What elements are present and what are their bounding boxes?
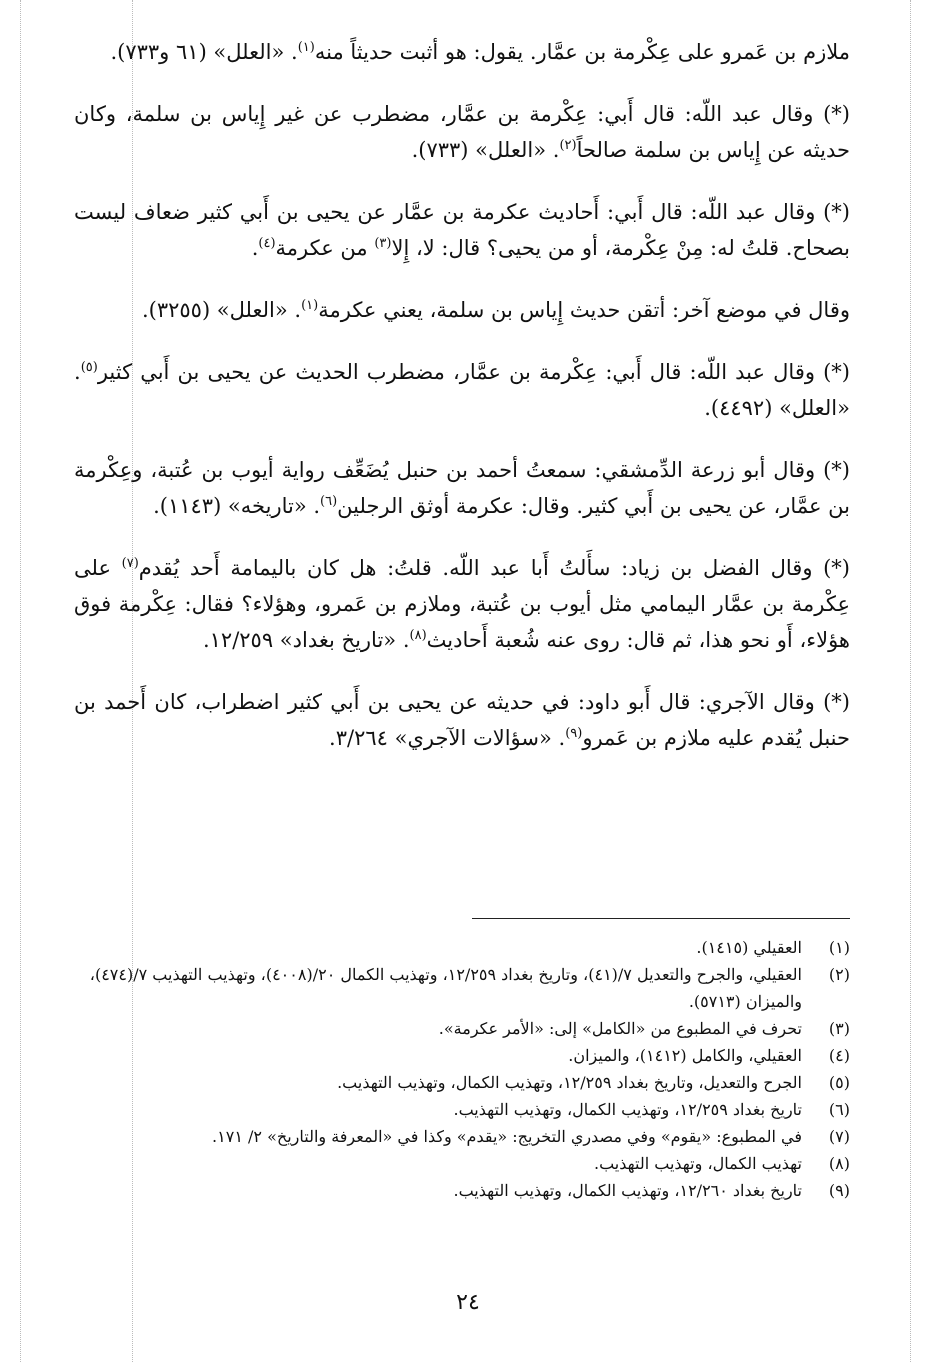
margin-dotted-line: [910, 0, 911, 1362]
footnote: (٣) تحرف في المطبوع من «الكامل» إلى: «الأمر عكرمة».: [438, 1019, 850, 1038]
paragraph: (*) وقال عبد اللّه: قال أَبي: عِكْرمة بن عمَّار، مضطرب عن غير إِياس بن سلمة، وكان حديثه عن إِياس بن سلمة صالحاً$^{(٢)}$. «العلل» (٧٣٣).: [74, 102, 850, 162]
footnote: (٦) تاريخ بغداد ١٢/٢٥٩، وتهذيب الكمال، وتهذيب التهذيب.: [453, 1100, 850, 1119]
paragraph: وقال في موضع آخر: أتقن حديث إِياس بن سلمة، يعني عكرمة$^{(١)}$. «العلل» (٣٢٥٥).: [141, 298, 850, 322]
footnotes: [80, 934, 850, 1204]
footnote: (٤) العقيلي، والكامل (١٤١٢)، والميزان.: [568, 1046, 850, 1065]
footnote: (١) العقيلي (١٤١٥).: [696, 938, 850, 957]
paragraph: (*) وقال عبد اللّه: قال أَبي: أَحاديث عكرمة بن عمَّار عن يحيى بن أَبي كثير ضعاف ليست بصحاح. قلتُ له: مِنْ عِكْرمة، أو من يحيى؟ قال: لا، إِلا$^{(٣)}$ من عكرمة$^{(٤)}$.: [74, 200, 850, 260]
margin-dotted-line: [20, 0, 21, 1362]
footnote: (٥) الجرح والتعديل، وتاريخ بغداد ١٢/٢٥٩، وتهذيب الكمال، وتهذيب التهذيب.: [337, 1073, 850, 1092]
main-text: [74, 34, 850, 782]
paragraph: (*) وقال عبد اللّه: قال أَبي: عِكْرمة بن عمَّار، مضطرب الحديث عن يحيى بن أَبي كثير$^{(٥)}$. «العلل» (٤٤٩٢).: [74, 360, 850, 420]
footnote: (٧) في المطبوع: «يقوم» وفي مصدري التخريج: «يقدم» وكذا في «المعرفة والتاريخ» ٢/ ١٧١.: [212, 1127, 850, 1146]
footnote: (٢) العقيلي، والجرح والتعديل ٧/(٤١)، وتاريخ بغداد ١٢/٢٥٩، وتهذيب الكمال ٢٠/(٤٠٠٨)، وتهذيب التهذيب ٧/(٤٧٤)، والميزان (٥٧١٣).: [89, 965, 850, 1011]
page-number: ٢٤: [456, 1290, 480, 1315]
footnote-divider: [472, 918, 850, 919]
footnote: (٨) تهذيب الكمال، وتهذيب التهذيب.: [593, 1154, 850, 1173]
footnote: (٩) تاريخ بغداد ١٢/٢٦٠، وتهذيب الكمال، وتهذيب التهذيب.: [453, 1181, 850, 1200]
paragraph: ملازم بن عَمرو على عِكْرمة بن عمَّار. يقول: هو أثبت حديثاً منه$^{(١)}$. «العلل» (٦١ و٧٣٣).: [110, 40, 850, 64]
paragraph: (*) وقال الفضل بن زياد: سأَلتُ أَبا عبد اللّه. قلتُ: هل كان باليمامة أَحد يُقدم$^{(٧)}$ على عِكْرمة بن عمَّار اليمامي مثل أيوب بن عُتبة، وملازم بن عَمرو، وهؤلاء؟ فقال: عِكْرمة فوق هؤلاء، أَو نحو هذا، ثم قال: روى عنه شُعبة أَحاديث$^{(٨)}$. «تاريخ بغداد» ١٢/٢٥٩.: [74, 556, 850, 652]
paragraph: (*) وقال أبو زرعة الدِّمشقي: سمعتُ أحمد بن حنبل يُضَعِّف رواية أيوب بن عُتبة، وعِكْرمة بن عمَّار، عن يحيى بن أَبي كثير. وقال: عكرمة أوثق الرجلين$^{(٦)}$. «تاريخه» (١١٤٣).: [74, 458, 850, 518]
paragraph: (*) وقال الآجري: قال أَبو داود: في حديثه عن يحيى بن أَبي كثير اضطراب، كان أَحمد بن حنبل يُقدم عليه ملازم بن عَمرو$^{(٩)}$. «سؤالات الآجري» ٣/٢٦٤.: [74, 690, 850, 750]
